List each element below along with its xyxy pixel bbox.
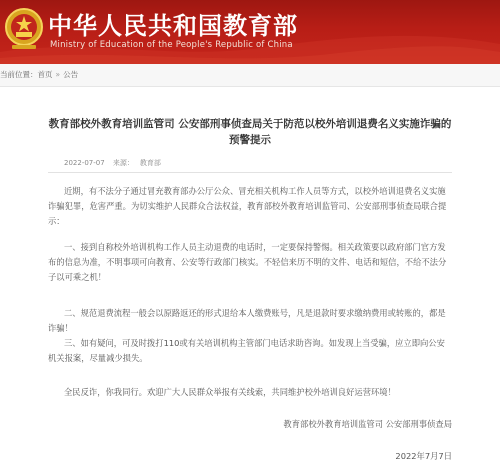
article-paragraph: 全民反诈，你我同行。欢迎广大人民群众举报有关线索，共同维护校外培训良好运营环境！ (64, 387, 396, 397)
breadcrumb-item-home[interactable]: 首页 (37, 70, 53, 79)
site-header (0, 0, 500, 64)
breadcrumb-item-notice[interactable]: 公告 (63, 70, 79, 79)
article-signature: 教育部校外教育培训监管司 公安部刑事侦查局 (283, 419, 452, 429)
article-paragraph: 三、如有疑问，可及时拨打110或有关培训机构主管部门电话求助咨询。如发现上当受骗，应立即向公安机关报案，尽量减少损失。 (48, 338, 445, 363)
article-paragraph: 近期，有不法分子通过冒充教育部办公厅公众、冒充相关机构工作人员等方式，以校外培训退费名义实施诈骗犯罪，危害严重。为切实维护人民群众合法权益，教育部校外教育培训监管司、公安部刑事侦查局联合提示： (48, 186, 447, 226)
article-paragraph: 一、接到自称校外培训机构工作人员主动退费的电话时，一定要保持警惕。相关政策要以政府部门官方发布的信息为准，不明事项可向教育、公安等行政部门核实。不轻信来历不明的文件、电话和短信，不给不法分子以可乘之机！ (48, 242, 447, 282)
site-subtitle: Ministry of Education of the People's Republic of China (50, 40, 293, 50)
title-divider (48, 172, 452, 173)
national-emblem-icon (4, 6, 44, 52)
site-title[interactable]: 中华人民共和国教育部 (48, 11, 298, 40)
article-source-label: 来源： (112, 159, 134, 167)
article-sign-date: 2022年7月7日 (395, 451, 452, 461)
article-date: 2022-07-07 (64, 159, 105, 167)
article-meta (64, 158, 444, 168)
article-paragraph: 二、规范退费流程一般会以原路返还的形式退给本人缴费账号，凡是退款时要求缴纳费用或转账的，都是诈骗！ (48, 308, 446, 333)
breadcrumb (0, 64, 500, 87)
breadcrumb-separator: » (55, 70, 61, 79)
article-title: 教育部校外教育培训监管司 公安部刑事侦查局关于防范以校外培训退费名义实施诈骗的预警提示 (48, 118, 452, 146)
breadcrumb-label: 当前位置： (0, 70, 38, 79)
article-source: 教育部 (139, 159, 161, 167)
